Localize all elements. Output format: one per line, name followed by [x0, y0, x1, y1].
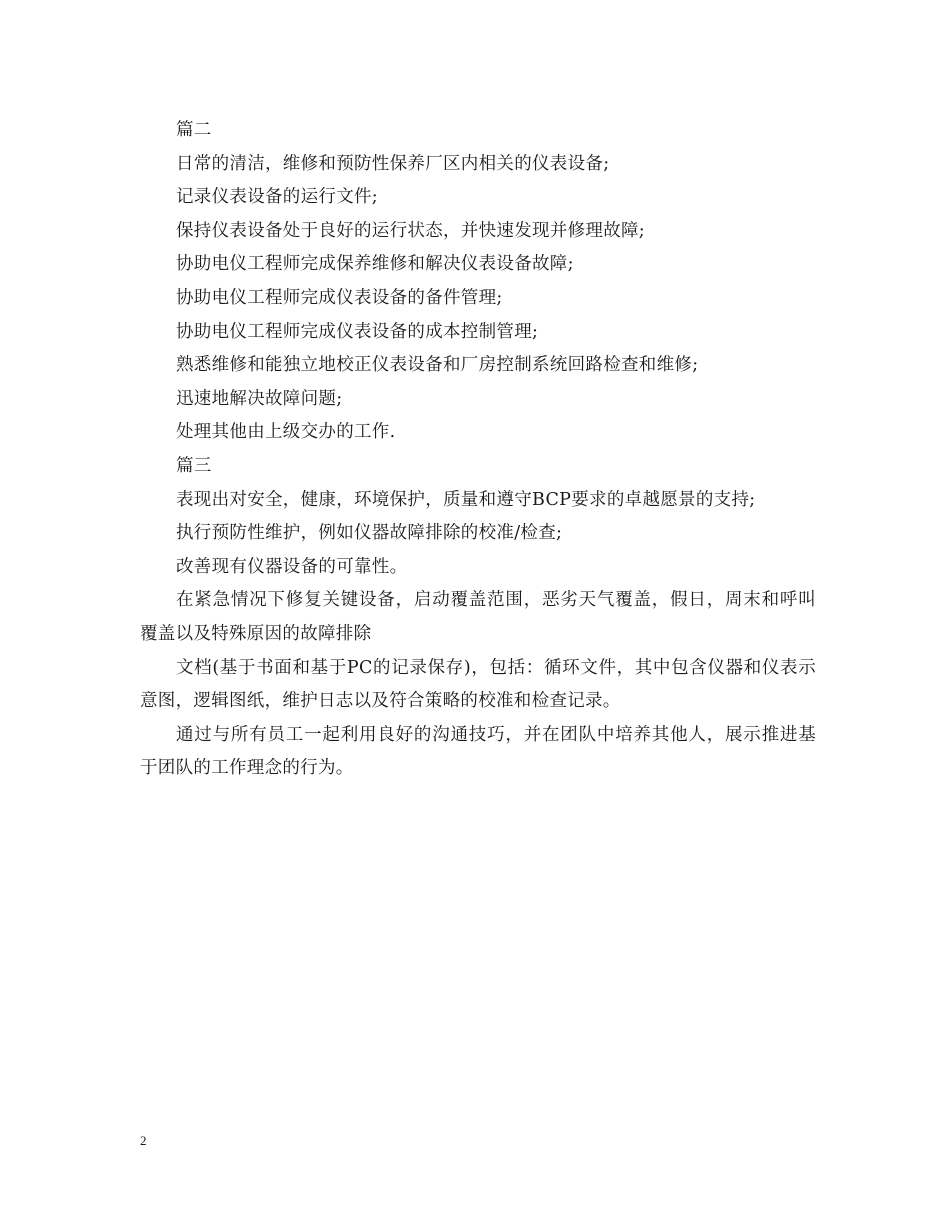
- duty-paragraph: 保持仪表设备处于良好的运行状态，并快速发现并修理故障;: [176, 220, 645, 241]
- duty-paragraph: 通过与所有员工一起利用良好的沟通技巧，并在团队中培养其他人，展示推进基于团队的工作理念的行为。: [140, 724, 816, 779]
- page-number: 2: [140, 1133, 147, 1148]
- duty-paragraph: 协助电仪工程师完成仪表设备的成本控制管理;: [176, 321, 539, 342]
- duty-paragraph: 文档(基于书面和基于PC的记录保存)，包括：循环文件，其中包含仪器和仪表示意图，逻辑图纸，维护日志以及符合策略的校准和检查记录。: [140, 657, 816, 712]
- duty-paragraph: 改善现有仪器设备的可靠性。: [176, 556, 408, 577]
- duty-paragraph: 处理其他由上级交办的工作.: [176, 422, 396, 443]
- section-heading-part-2: 篇二: [176, 120, 212, 140]
- duty-paragraph: 熟悉维修和能独立地校正仪表设备和厂房控制系统回路检查和维修;: [176, 355, 699, 376]
- section-heading-part-3: 篇三: [176, 455, 212, 476]
- duty-paragraph: 在紧急情况下修复关键设备，启动覆盖范围，恶劣天气覆盖，假日，周末和呼叫覆盖以及特殊原因的故障排除: [140, 590, 816, 644]
- duty-paragraph: 记录仪表设备的运行文件;: [176, 187, 378, 208]
- duty-paragraph: 协助电仪工程师完成保养维修和解决仪表设备故障;: [176, 254, 574, 275]
- duty-paragraph: 协助电仪工程师完成仪表设备的备件管理;: [176, 287, 503, 308]
- duty-paragraph: 执行预防性维护，例如仪器故障排除的校准/检查;: [176, 523, 563, 544]
- duty-paragraph: 日常的清洁，维修和预防性保养厂区内相关的仪表设备;: [176, 153, 610, 174]
- document-body: [140, 114, 816, 786]
- duty-paragraph: 表现出对安全，健康，环境保护，质量和遵守BCP要求的卓越愿景的支持;: [176, 489, 756, 510]
- duty-paragraph: 迅速地解决故障问题;: [176, 388, 343, 409]
